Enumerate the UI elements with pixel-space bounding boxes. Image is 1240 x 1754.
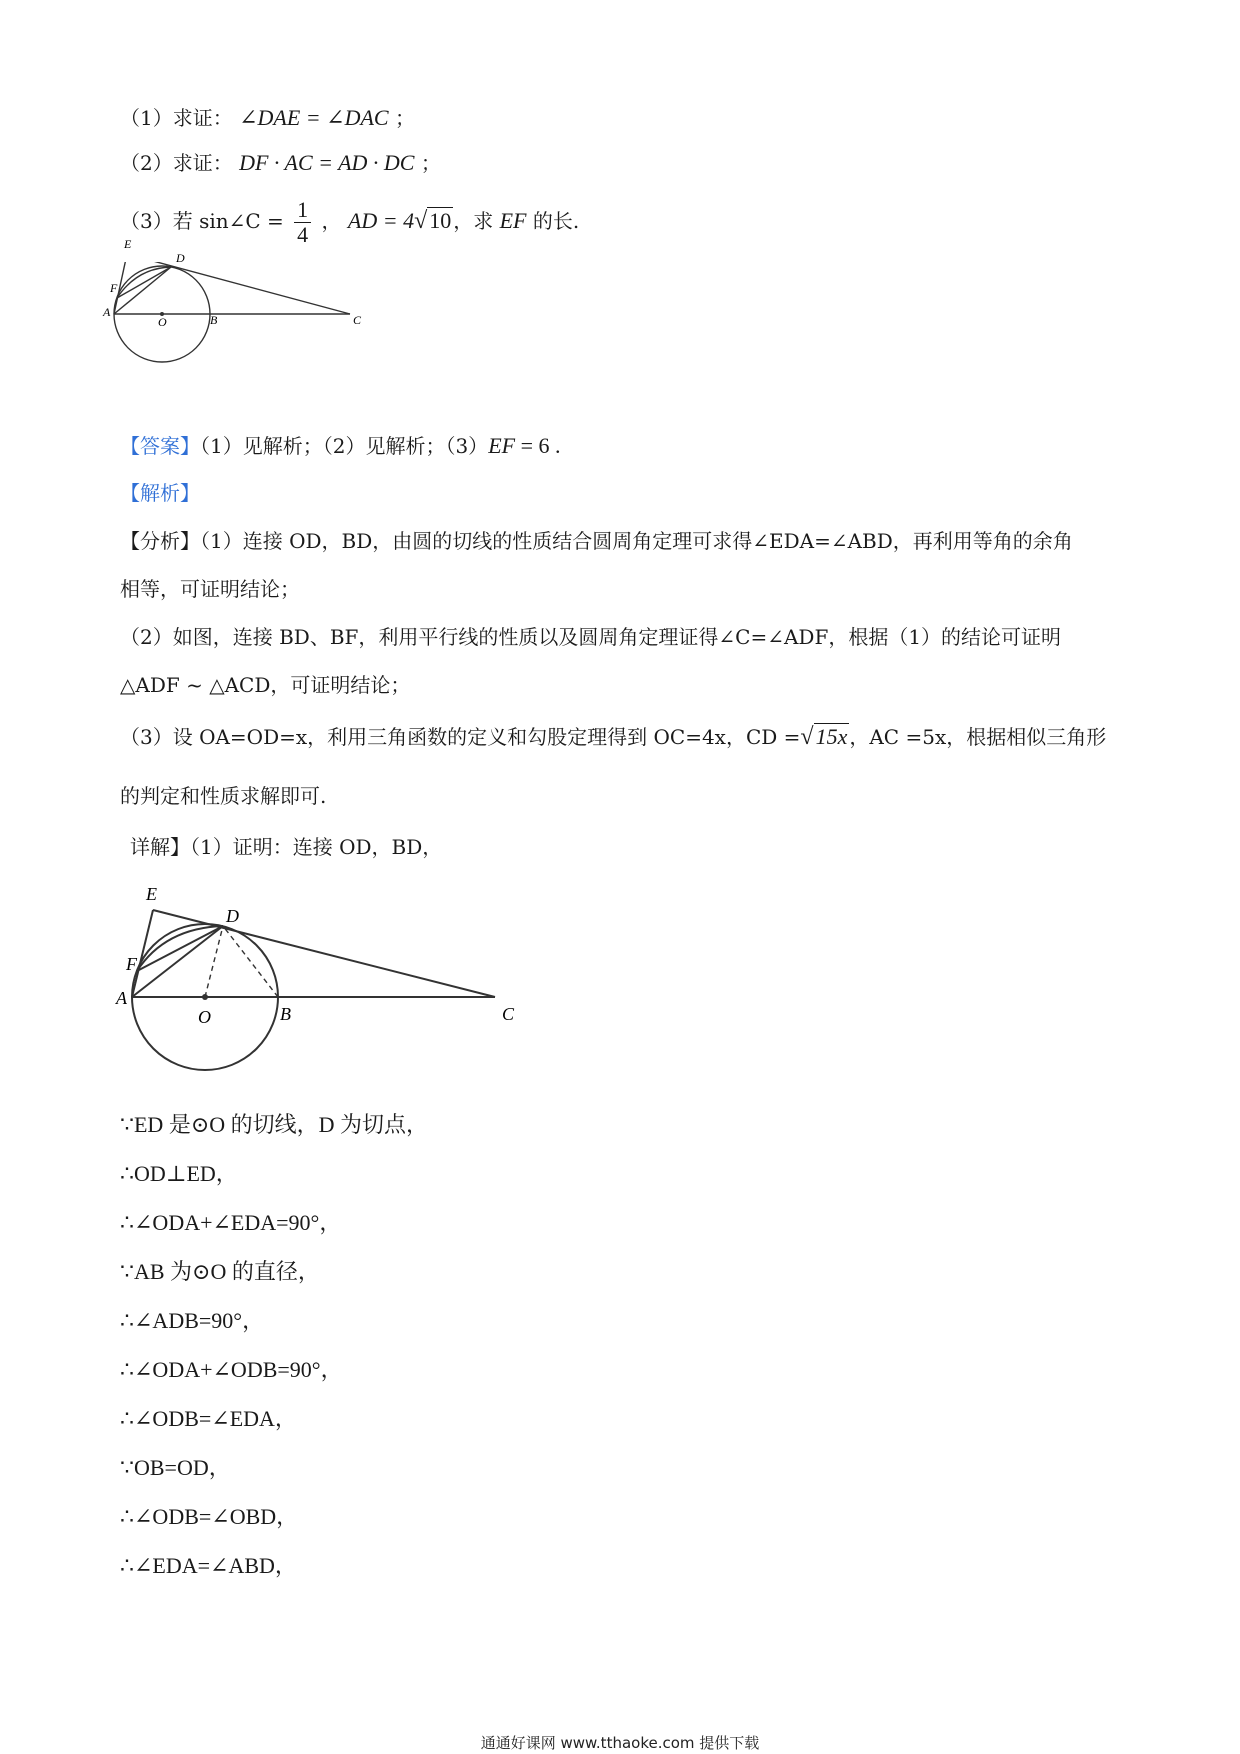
figure-2-line-ec [153, 910, 495, 997]
fig1-label-e: E [124, 237, 132, 251]
proof-line-4: ∵AB 为⊙O 的直径， [120, 1259, 320, 1284]
proof-line-8: ∵OB=OD， [120, 1455, 231, 1480]
proof-line-3: ∴∠ODA+∠EDA=90°， [120, 1210, 342, 1235]
question-3-comma: ， [321, 209, 342, 233]
proof-line-7: ∴∠ODB=∠EDA， [120, 1406, 297, 1431]
fraction-numerator: 1 [294, 198, 311, 223]
analysis-tag: 【分析】 [120, 529, 200, 553]
page-footer: 通通好课网 www.tthaoke.com 提供下载 [480, 1734, 760, 1752]
proof-line-9: ∴∠ODB=∠OBD， [120, 1504, 299, 1529]
question-3-label: （3）若 sin∠C = [120, 209, 284, 233]
analysis-p3b: 的判定和性质求解即可. [120, 784, 327, 808]
question-2-label: （2）求证： [120, 151, 233, 175]
proof-line-5: ∴∠ADB=90°， [120, 1308, 265, 1333]
analysis-p1a [120, 529, 1073, 553]
answer-tag: 【答案】 [120, 434, 200, 458]
fraction-denominator: 4 [297, 222, 309, 247]
question-2 [120, 151, 441, 175]
figure-2-line-od [205, 926, 223, 997]
question-2-end: ； [420, 151, 441, 175]
answer-line [120, 434, 561, 458]
analysis-header: 【解析】 [120, 481, 200, 505]
fig2-label-d: D [226, 906, 239, 926]
proof-line-1: ∵ED 是⊙O 的切线，D 为切点， [120, 1112, 429, 1137]
figure-2-center-dot [202, 994, 208, 1000]
question-1-expr: ∠DAE = ∠DAC [239, 105, 389, 130]
fig2-label-e: E [146, 884, 157, 904]
fig1-label-f: F [110, 281, 118, 295]
question-2-expr: DF · AC = AD · DC [239, 150, 415, 175]
fig1-label-o: O [158, 315, 167, 329]
question-1 [120, 106, 415, 130]
question-1-end: ； [394, 106, 415, 130]
proof-line-2: ∴OD⊥ED， [120, 1161, 238, 1186]
analysis-p3a-pre: （3）设 OA=OD=x，利用三角函数的定义和勾股定理得到 OC=4x，CD = [120, 725, 801, 749]
fig1-label-b: B [210, 313, 218, 327]
proof-line-6: ∴∠ODA+∠ODB=90°， [120, 1357, 343, 1382]
question-3-tail-var: EF [499, 208, 527, 233]
analysis-p1b: 相等，可证明结论； [120, 577, 300, 601]
analysis-p2a: （2）如图，连接 BD、BF，利用平行线的性质以及圆周角定理证得∠C=∠ADF，根据（1）的结论可证明 [120, 625, 1062, 649]
fig1-label-a: A [103, 305, 111, 319]
analysis-p3a [120, 725, 1106, 749]
question-3-tail-post: 的长. [526, 209, 580, 233]
analysis-p1a-text: （1）连接 OD，BD，由圆的切线的性质结合圆周角定理可求得∠EDA=∠ABD，再利用等角的余角 [200, 529, 1073, 553]
figure-2 [110, 880, 530, 1090]
analysis-p2b: △ADF ~ △ACD，可证明结论； [120, 673, 411, 697]
analysis-p3a-post: ，AC =5x，根据相似三角形 [849, 725, 1107, 749]
analysis-p3a-radicand: 15x [815, 724, 848, 749]
fig2-label-a: A [116, 988, 127, 1008]
question-3-ad-expr: AD = 4 [347, 208, 415, 233]
question-3-radicand: 10 [429, 208, 452, 233]
fig2-label-c: C [502, 1004, 515, 1024]
sqrt-symbol: √ [414, 208, 428, 234]
figure-1-label-layer [100, 230, 380, 340]
sqrt-symbol-2: √ [800, 724, 814, 750]
question-1-label: （1）求证： [120, 106, 233, 130]
fig2-label-o: O [198, 1007, 211, 1027]
answer-var: EF [488, 433, 516, 458]
proof-line-10: ∴∠EDA=∠ABD， [120, 1553, 297, 1578]
fig2-label-f: F [126, 954, 137, 974]
fig1-label-c: C [353, 313, 362, 327]
fig1-label-d: D [176, 251, 185, 265]
answer-value: = 6 . [515, 433, 561, 458]
answer-text: （1）见解析；（2）见解析；（3） [200, 434, 489, 458]
question-3-tail-pre: ，求 [453, 209, 500, 233]
detail-heading: 详解】（1）证明：连接 OD，BD， [130, 835, 443, 859]
fig2-label-b: B [280, 1004, 291, 1024]
